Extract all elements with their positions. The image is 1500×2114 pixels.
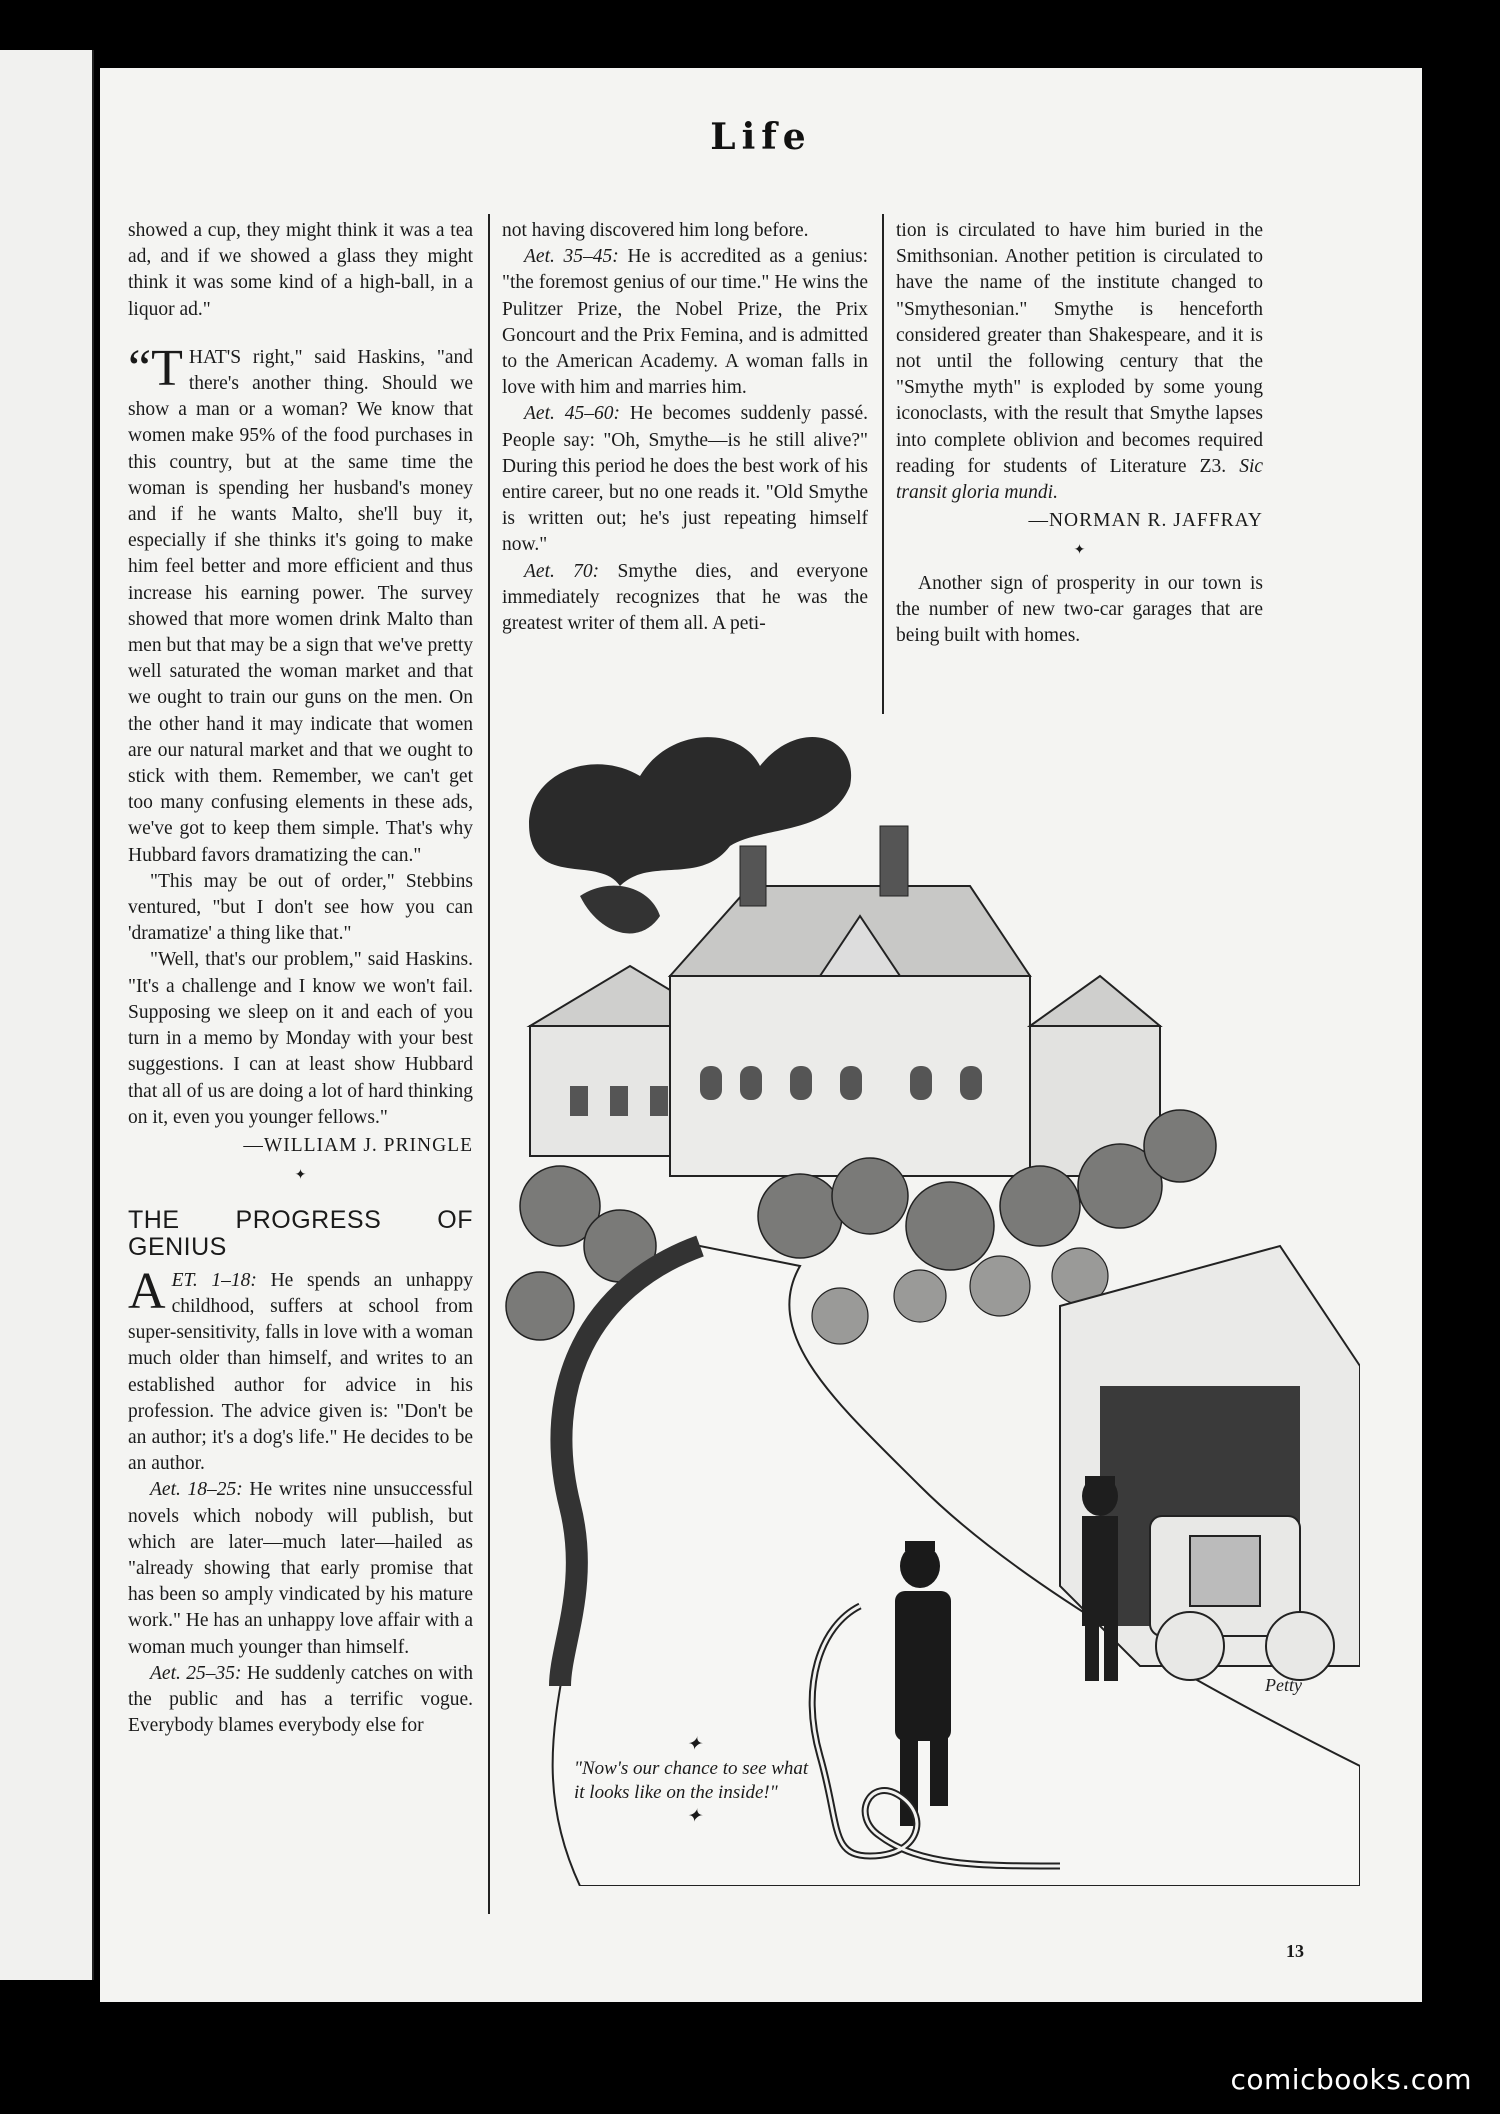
paragraph: Aet. 25–35: He suddenly catches on with the public and has a terrific vogue. Everybody blames everybody else for <box>128 1662 473 1737</box>
cartoon-illustration <box>500 686 1360 1886</box>
paragraph: Another sign of prosperity in our town is the number of new two-car garages that are being built with homes. <box>896 572 1263 647</box>
page-number: 13 <box>1286 1941 1304 1961</box>
facing-page-edge <box>0 50 94 1980</box>
paragraph: Aet. 45–60: He becomes suddenly passé. People say: "Oh, Smythe—is he still alive?" During this period he does the best work of his entire career, but no one reads it. "Old Smythe is written out; he's just repeating himself now." <box>502 403 869 556</box>
column-rule <box>488 214 490 1914</box>
author-signature: —NORMAN R. JAFFRAY <box>1028 510 1263 532</box>
paragraph: “T HAT'S right," said Haskins, "and there's another thing. Should we show a man or a woman? We know that women make 95% of the food purchases in this country, but at the same time the woman is spending her husband's money and if he wants Malto, she'll buy it, especially if she thinks it's going to make him feel better and more efficient and thus increase his earning power. The survey showed that more women drink Malto than men but that may be a sign that we've pretty well saturated the woman market and that we ought to train our guns on the men. On the other hand it may indicate that women are our natural market and that we ought to stick with them. Remember, we can't get too many confusing elements in these ads, we've got to keep them simple. That's why Hubbard favors dramatizing the can." <box>128 339 473 866</box>
ornament-icon: ✦ <box>294 1168 307 1184</box>
author-signature: —WILLIAM J. PRINGLE <box>243 1134 473 1156</box>
paragraph: "Well, that's our problem," said Haskins. "It's a challenge and I know we won't fail. Supposing we sleep on it and each of you turn in a memo by Monday with your best suggestions. I can at least show Hubbard that all of us are doing a lot of hard thinking on it, even you younger fellows." <box>128 949 473 1128</box>
column-2 <box>502 218 868 637</box>
drop-cap: “T <box>128 339 183 397</box>
watermark: comicbooks.com <box>1230 2063 1472 2096</box>
column-rule <box>882 214 884 714</box>
paragraph: AET. 1–18: He spends an unhappy childhood, suffers at school from super-sensitivity, falls in love with a woman much older than himself, and writes to an established author for advice in his profession. The advice given is: "Don't be an author; it's a dog's life." He decides to be an author. <box>128 1262 473 1475</box>
paragraph: not having discovered him long before. <box>502 220 809 241</box>
paragraph: tion is circulated to have him buried in the Smithsonian. Another petition is circulated to have the name of the institute changed to "Smythesonian." Smythe is henceforth considered greater than Shakespeare, and it is not until the following century that the "Smythe myth" is exploded by some young iconoclasts, with the result that Smythe lapses into complete oblivion and becomes required reading for students of Literature Z3. Sic transit gloria mundi. <box>896 220 1264 504</box>
magazine-page <box>100 68 1422 2002</box>
paragraph: Aet. 35–45: He is accredited as a genius: "the foremost genius of our time." He wins the Pulitzer Prize, the Nobel Prize, the Prix Goncourt and the Prix Femina, and is admitted to the American Academy. A woman falls in love with him and marries him. <box>502 246 868 399</box>
paragraph: "This may be out of order," Stebbins ventured, "but I don't see how you can 'dramatize' a thing like that." <box>128 870 473 945</box>
column-1 <box>128 218 473 1739</box>
paragraph: Aet. 18–25: He writes nine unsuccessful novels which nobody will publish, but which are later—much later—hailed as "already showing that early promise that has been so amply vindicated by his mature work." He has an unhappy love affair with a woman much younger than himself. <box>128 1479 473 1658</box>
paragraph: showed a cup, they might think it was a tea ad, and if we showed a glass they might think it was some kind of a high-ball, in a liquor ad." <box>128 220 473 320</box>
drop-cap: A <box>128 1262 166 1320</box>
masthead: Life <box>710 116 812 158</box>
ornament-icon: ✦ <box>686 1734 702 1755</box>
column-3 <box>896 218 1263 649</box>
ornament-icon: ✦ <box>1073 543 1086 559</box>
paragraph: Aet. 70: Smythe dies, and everyone immediately recognizes that he was the greatest writer of them all. A peti- <box>502 560 868 635</box>
artist-signature: Petty <box>1265 1675 1302 1695</box>
caption-text: "Now's our chance to see what it looks like on the inside!" <box>574 1758 809 1803</box>
article-title: THE PROGRESS OF GENIUS <box>128 1206 473 1261</box>
ornament-icon: ✦ <box>686 1806 702 1827</box>
cartoon-caption <box>574 1733 814 1829</box>
